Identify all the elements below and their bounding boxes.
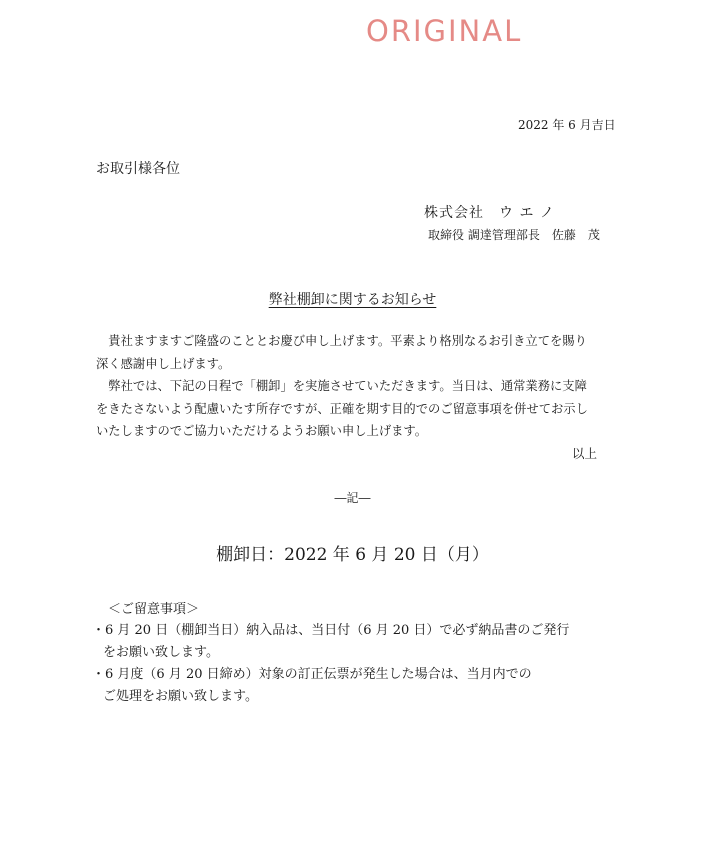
body-line: 弊社では、下記の日程で「棚卸」を実施させていただきます。当日は、通常業務に支障 [96,379,587,393]
notes-heading: ＜ご留意事項＞ [108,602,200,617]
document-title: 弊社棚卸に関するお知らせ [268,292,437,308]
body-text [96,330,628,443]
note-item-2-line-1: ・6 月度（6 月 20 日締め）対象の訂正伝票が発生した場合は、当月内での [92,667,532,682]
closing-mark: 以上 [572,446,598,461]
body-line: 深く感謝申し上げます。 [96,356,231,371]
recipient: お取引様各位 [96,161,180,177]
note-item-1-line-1: ・6 月 20 日（棚卸当日）納入品は、当日付（6 月 20 日）で必ず納品書のご発行 [92,623,570,638]
original-stamp: ORIGINAL [366,14,523,48]
document-date: 2022 年 6 月吉日 [518,118,616,132]
note-item-1-line-2: をお願い致します。 [103,645,219,660]
note-item-2-line-2: ご処理をお願い致します。 [103,689,258,704]
body-line: いたしますのでご協力いただけるようお願い申し上げます。 [96,424,428,438]
body-line: をきたさないよう配慮いたす所存ですが、正確を期す目的でのご留意事項を併せてお示し [96,401,588,416]
stocktake-date: 棚卸日：2022 年 6 月 20 日（月） [216,545,489,565]
ki-heading: ―記― [334,491,371,505]
signer: 取締役 調達管理部長 佐藤 茂 [428,228,600,242]
body-line: 貴社ますますご隆盛のこととお慶び申し上げます。平素より格別なるお引き立てを賜り [96,334,587,348]
notes-list [92,620,569,708]
company-name: 株式会社 ウ エ ノ [424,205,555,221]
